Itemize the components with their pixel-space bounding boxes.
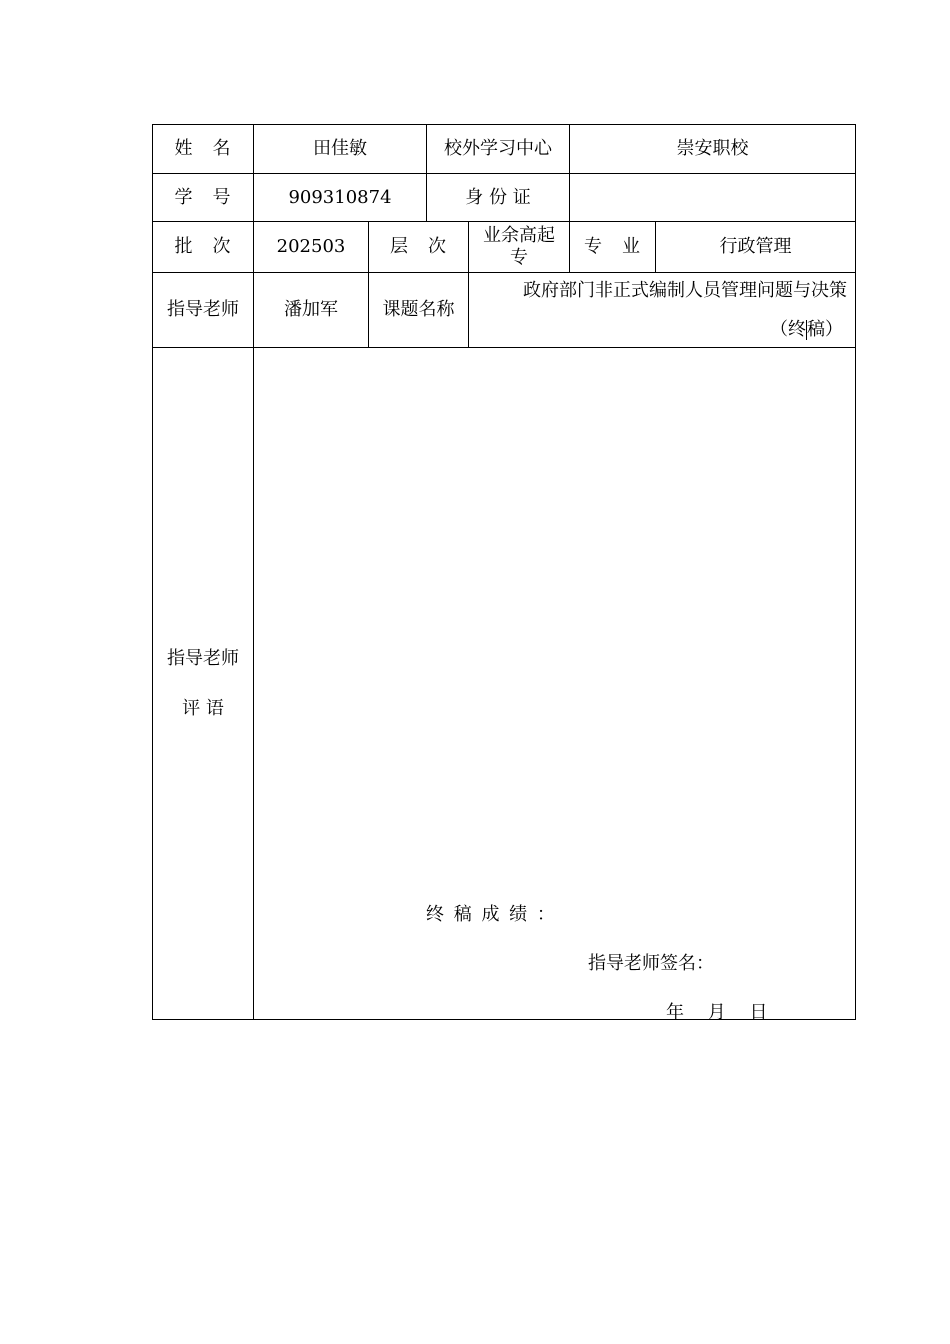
date-label: 年 月 日 xyxy=(666,1002,768,1023)
student-id-label: 学 号 xyxy=(174,186,232,208)
study-center-label: 校外学习中心 xyxy=(444,138,552,159)
id-card-label: 身 份 证 xyxy=(465,186,531,208)
topic-title-line2-end: 稿） xyxy=(807,319,843,340)
topic-label: 课题名称 xyxy=(382,299,455,320)
student-id-value: 909310874 xyxy=(288,186,392,208)
final-grade-label: 终 稿 成 绩 ： xyxy=(426,904,557,925)
batch-label: 批 次 xyxy=(174,236,232,257)
batch-value: 202503 xyxy=(276,236,346,257)
advisor-signature-label: 指导老师签名： xyxy=(588,953,714,974)
topic-title-line1: 政府部门非正式编制人员管理问题与决策 xyxy=(523,280,847,301)
level-label: 层 次 xyxy=(390,236,447,257)
study-center-value: 崇安职校 xyxy=(676,138,749,159)
name-value: 田佳敏 xyxy=(313,138,367,159)
comments-label xyxy=(153,348,253,1019)
major-label: 专 业 xyxy=(584,236,641,257)
advisor-label: 指导老师 xyxy=(167,299,239,320)
topic-title-line2-start: （终 xyxy=(770,319,806,340)
comments-label-line2: 评 语 xyxy=(182,697,224,719)
major-value: 行政管理 xyxy=(719,236,792,257)
topic-title-line2 xyxy=(770,315,843,341)
comments-label-line1: 指导老师 xyxy=(167,647,239,669)
level-value: 业余高起专 xyxy=(483,225,555,268)
advisor-value: 潘加军 xyxy=(284,299,338,320)
id-card-value xyxy=(570,174,855,221)
name-label: 姓 名 xyxy=(174,138,232,159)
evaluation-form xyxy=(152,124,856,1023)
